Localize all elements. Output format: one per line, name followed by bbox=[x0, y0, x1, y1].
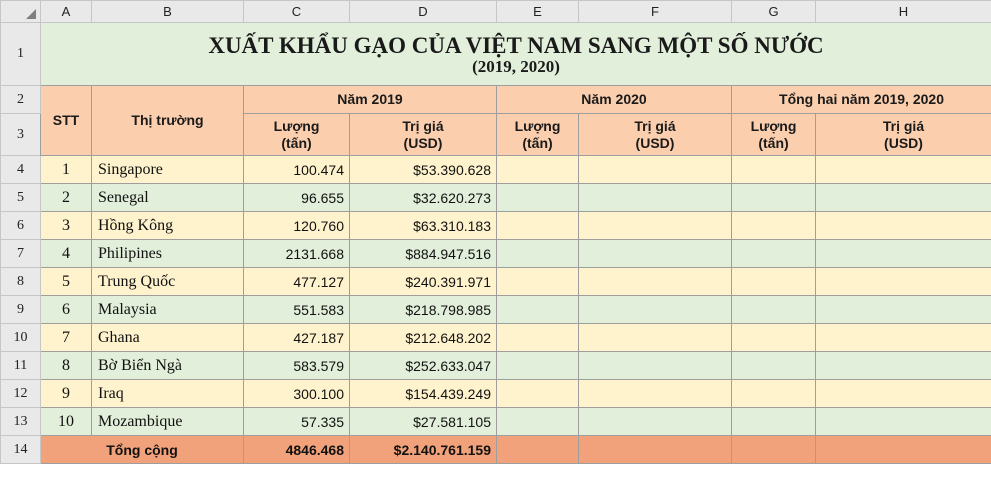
cell-stt[interactable]: 5 bbox=[41, 268, 92, 296]
cell-market[interactable]: Senegal bbox=[92, 184, 244, 212]
cell-value-2020[interactable] bbox=[579, 212, 732, 240]
cell-value-total[interactable] bbox=[816, 156, 991, 184]
cell-qty-2019[interactable]: 96.655 bbox=[244, 184, 350, 212]
header-qty-2020[interactable] bbox=[497, 114, 579, 156]
cell-market[interactable]: Philipines bbox=[92, 240, 244, 268]
row-header-3[interactable]: 3 bbox=[1, 114, 41, 156]
table-row bbox=[1, 352, 991, 380]
cell-stt[interactable]: 8 bbox=[41, 352, 92, 380]
total-value-2020[interactable] bbox=[579, 436, 732, 464]
row-header-8[interactable]: 8 bbox=[1, 268, 41, 296]
select-all-corner[interactable] bbox=[1, 1, 41, 23]
cell-value-2020[interactable] bbox=[579, 268, 732, 296]
cell-market[interactable]: Trung Quốc bbox=[92, 268, 244, 296]
column-header-a[interactable]: A bbox=[41, 1, 92, 23]
header-qty-total[interactable] bbox=[732, 114, 816, 156]
cell-value-2020[interactable] bbox=[579, 240, 732, 268]
cell-qty-2020[interactable] bbox=[497, 212, 579, 240]
row-header-10[interactable]: 10 bbox=[1, 324, 41, 352]
qty-unit: (tấn) bbox=[281, 134, 312, 151]
column-header-c[interactable]: C bbox=[244, 1, 350, 23]
cell-value-total[interactable] bbox=[816, 184, 991, 212]
cell-value-2019[interactable]: $154.439.249 bbox=[350, 380, 497, 408]
value-unit: (USD) bbox=[403, 134, 443, 151]
table-row bbox=[1, 296, 991, 324]
cell-market[interactable]: Ghana bbox=[92, 324, 244, 352]
cell-market[interactable]: Bờ Biển Ngà bbox=[92, 352, 244, 380]
qty-unit: (tấn) bbox=[758, 134, 789, 151]
table-row bbox=[1, 184, 991, 212]
cell-market[interactable]: Hồng Kông bbox=[92, 212, 244, 240]
cell-market[interactable]: Iraq bbox=[92, 380, 244, 408]
cell-qty-total[interactable] bbox=[732, 296, 816, 324]
cell-qty-2020[interactable] bbox=[497, 240, 579, 268]
cell-value-2019[interactable]: $212.648.202 bbox=[350, 324, 497, 352]
table-row bbox=[1, 380, 991, 408]
row-header-6[interactable]: 6 bbox=[1, 212, 41, 240]
cell-qty-2019[interactable]: 477.127 bbox=[244, 268, 350, 296]
cell-value-total[interactable] bbox=[816, 212, 991, 240]
header-year-2020[interactable]: Năm 2020 bbox=[497, 86, 732, 114]
row-header-7[interactable]: 7 bbox=[1, 240, 41, 268]
qty-unit: (tấn) bbox=[522, 134, 553, 151]
cell-value-2020[interactable] bbox=[579, 184, 732, 212]
cell-value-2020[interactable] bbox=[579, 156, 732, 184]
cell-stt[interactable]: 10 bbox=[41, 408, 92, 436]
cell-qty-total[interactable] bbox=[732, 184, 816, 212]
cell-qty-2020[interactable] bbox=[497, 268, 579, 296]
cell-stt[interactable]: 6 bbox=[41, 296, 92, 324]
value-unit: (USD) bbox=[635, 134, 675, 151]
header-year-2019[interactable]: Năm 2019 bbox=[244, 86, 497, 114]
column-header-f[interactable]: F bbox=[579, 1, 732, 23]
cell-qty-2019[interactable]: 2131.668 bbox=[244, 240, 350, 268]
cell-value-2019[interactable]: $240.391.971 bbox=[350, 268, 497, 296]
cell-value-2020[interactable] bbox=[579, 296, 732, 324]
total-value-total[interactable] bbox=[816, 436, 991, 464]
table-row bbox=[1, 212, 991, 240]
cell-value-total[interactable] bbox=[816, 324, 991, 352]
cell-stt[interactable]: 4 bbox=[41, 240, 92, 268]
cell-qty-total[interactable] bbox=[732, 324, 816, 352]
cell-qty-2020[interactable] bbox=[497, 380, 579, 408]
cell-qty-total[interactable] bbox=[732, 408, 816, 436]
cell-market[interactable]: Malaysia bbox=[92, 296, 244, 324]
value-label: Trị giá bbox=[882, 118, 925, 135]
total-row bbox=[1, 436, 991, 464]
cell-qty-total[interactable] bbox=[732, 380, 816, 408]
cell-qty-2019[interactable]: 300.100 bbox=[244, 380, 350, 408]
cell-qty-total[interactable] bbox=[732, 268, 816, 296]
row-header-14[interactable]: 14 bbox=[1, 436, 41, 464]
cell-qty-2019[interactable]: 57.335 bbox=[244, 408, 350, 436]
cell-qty-total[interactable] bbox=[732, 352, 816, 380]
qty-label: Lượng bbox=[750, 118, 797, 135]
cell-market[interactable]: Mozambique bbox=[92, 408, 244, 436]
cell-qty-2019[interactable]: 427.187 bbox=[244, 324, 350, 352]
row-header-1[interactable]: 1 bbox=[1, 23, 41, 86]
cell-qty-2019[interactable]: 583.579 bbox=[244, 352, 350, 380]
cell-value-total[interactable] bbox=[816, 296, 991, 324]
column-header-g[interactable]: G bbox=[732, 1, 816, 23]
table-row bbox=[1, 240, 991, 268]
row-header-9[interactable]: 9 bbox=[1, 296, 41, 324]
cell-value-2019[interactable]: $252.633.047 bbox=[350, 352, 497, 380]
cell-stt[interactable]: 7 bbox=[41, 324, 92, 352]
value-label: Trị giá bbox=[634, 118, 676, 135]
cell-value-total[interactable] bbox=[816, 268, 991, 296]
cell-value-2020[interactable] bbox=[579, 324, 732, 352]
header-value-2020[interactable] bbox=[579, 114, 732, 156]
cell-value-total[interactable] bbox=[816, 408, 991, 436]
cell-qty-total[interactable] bbox=[732, 212, 816, 240]
total-label[interactable]: Tổng cộng bbox=[41, 436, 244, 464]
select-all-triangle-icon bbox=[26, 9, 36, 19]
cell-value-2019[interactable]: $27.581.105 bbox=[350, 408, 497, 436]
value-unit: (USD) bbox=[884, 134, 923, 151]
table-row bbox=[1, 408, 991, 436]
table-row bbox=[1, 268, 991, 296]
column-header-h[interactable]: H bbox=[816, 1, 991, 23]
cell-value-2019[interactable]: $218.798.985 bbox=[350, 296, 497, 324]
cell-value-2019[interactable]: $63.310.183 bbox=[350, 212, 497, 240]
cell-value-2019[interactable]: $32.620.273 bbox=[350, 184, 497, 212]
row-header-2[interactable]: 2 bbox=[1, 86, 41, 114]
cell-value-total[interactable] bbox=[816, 240, 991, 268]
cell-qty-2020[interactable] bbox=[497, 156, 579, 184]
header-value-total[interactable] bbox=[816, 114, 991, 156]
row-header-13[interactable]: 13 bbox=[1, 408, 41, 436]
header-qty-2019[interactable] bbox=[244, 114, 350, 156]
table-row bbox=[1, 156, 991, 184]
column-header-e[interactable]: E bbox=[497, 1, 579, 23]
cell-stt[interactable]: 3 bbox=[41, 212, 92, 240]
row-header-12[interactable]: 12 bbox=[1, 380, 41, 408]
row-header-11[interactable]: 11 bbox=[1, 352, 41, 380]
total-value-2019[interactable]: $2.140.761.159 bbox=[350, 436, 497, 464]
cell-stt[interactable]: 2 bbox=[41, 184, 92, 212]
cell-qty-2020[interactable] bbox=[497, 408, 579, 436]
cell-stt[interactable]: 9 bbox=[41, 380, 92, 408]
cell-qty-2019[interactable]: 100.474 bbox=[244, 156, 350, 184]
cell-qty-total[interactable] bbox=[732, 240, 816, 268]
total-qty-2019[interactable]: 4846.468 bbox=[244, 436, 350, 464]
cell-qty-2020[interactable] bbox=[497, 324, 579, 352]
cell-qty-2019[interactable]: 551.583 bbox=[244, 296, 350, 324]
total-qty-total[interactable] bbox=[732, 436, 816, 464]
row-header-4[interactable]: 4 bbox=[1, 156, 41, 184]
row-header-5[interactable]: 5 bbox=[1, 184, 41, 212]
header-total-two-years[interactable]: Tổng hai năm 2019, 2020 bbox=[732, 86, 991, 114]
cell-value-2019[interactable]: $884.947.516 bbox=[350, 240, 497, 268]
column-header-d[interactable]: D bbox=[350, 1, 497, 23]
sheet-title: XUẤT KHẨU GẠO CỦA VIỆT NAM SANG MỘT SỐ NƯỚC bbox=[208, 32, 824, 58]
qty-label: Lượng bbox=[514, 118, 561, 135]
cell-value-2019[interactable]: $53.390.628 bbox=[350, 156, 497, 184]
cell-market[interactable]: Singapore bbox=[92, 156, 244, 184]
cell-value-2020[interactable] bbox=[579, 408, 732, 436]
table-row bbox=[1, 324, 991, 352]
sheet-subtitle: (2019, 2020) bbox=[472, 56, 560, 76]
total-qty-2020[interactable] bbox=[497, 436, 579, 464]
qty-label: Lượng bbox=[273, 118, 320, 135]
cell-qty-2019[interactable]: 120.760 bbox=[244, 212, 350, 240]
title-cell[interactable] bbox=[41, 23, 991, 86]
cell-qty-2020[interactable] bbox=[497, 184, 579, 212]
header-value-2019[interactable] bbox=[350, 114, 497, 156]
header-market[interactable]: Thị trường bbox=[92, 86, 244, 156]
value-label: Trị giá bbox=[402, 118, 444, 135]
cell-value-2020[interactable] bbox=[579, 380, 732, 408]
cell-value-total[interactable] bbox=[816, 380, 991, 408]
cell-qty-2020[interactable] bbox=[497, 352, 579, 380]
header-stt[interactable]: STT bbox=[41, 86, 92, 156]
cell-qty-2020[interactable] bbox=[497, 296, 579, 324]
cell-stt[interactable]: 1 bbox=[41, 156, 92, 184]
cell-qty-total[interactable] bbox=[732, 156, 816, 184]
cell-value-total[interactable] bbox=[816, 352, 991, 380]
column-header-b[interactable]: B bbox=[92, 1, 244, 23]
cell-value-2020[interactable] bbox=[579, 352, 732, 380]
